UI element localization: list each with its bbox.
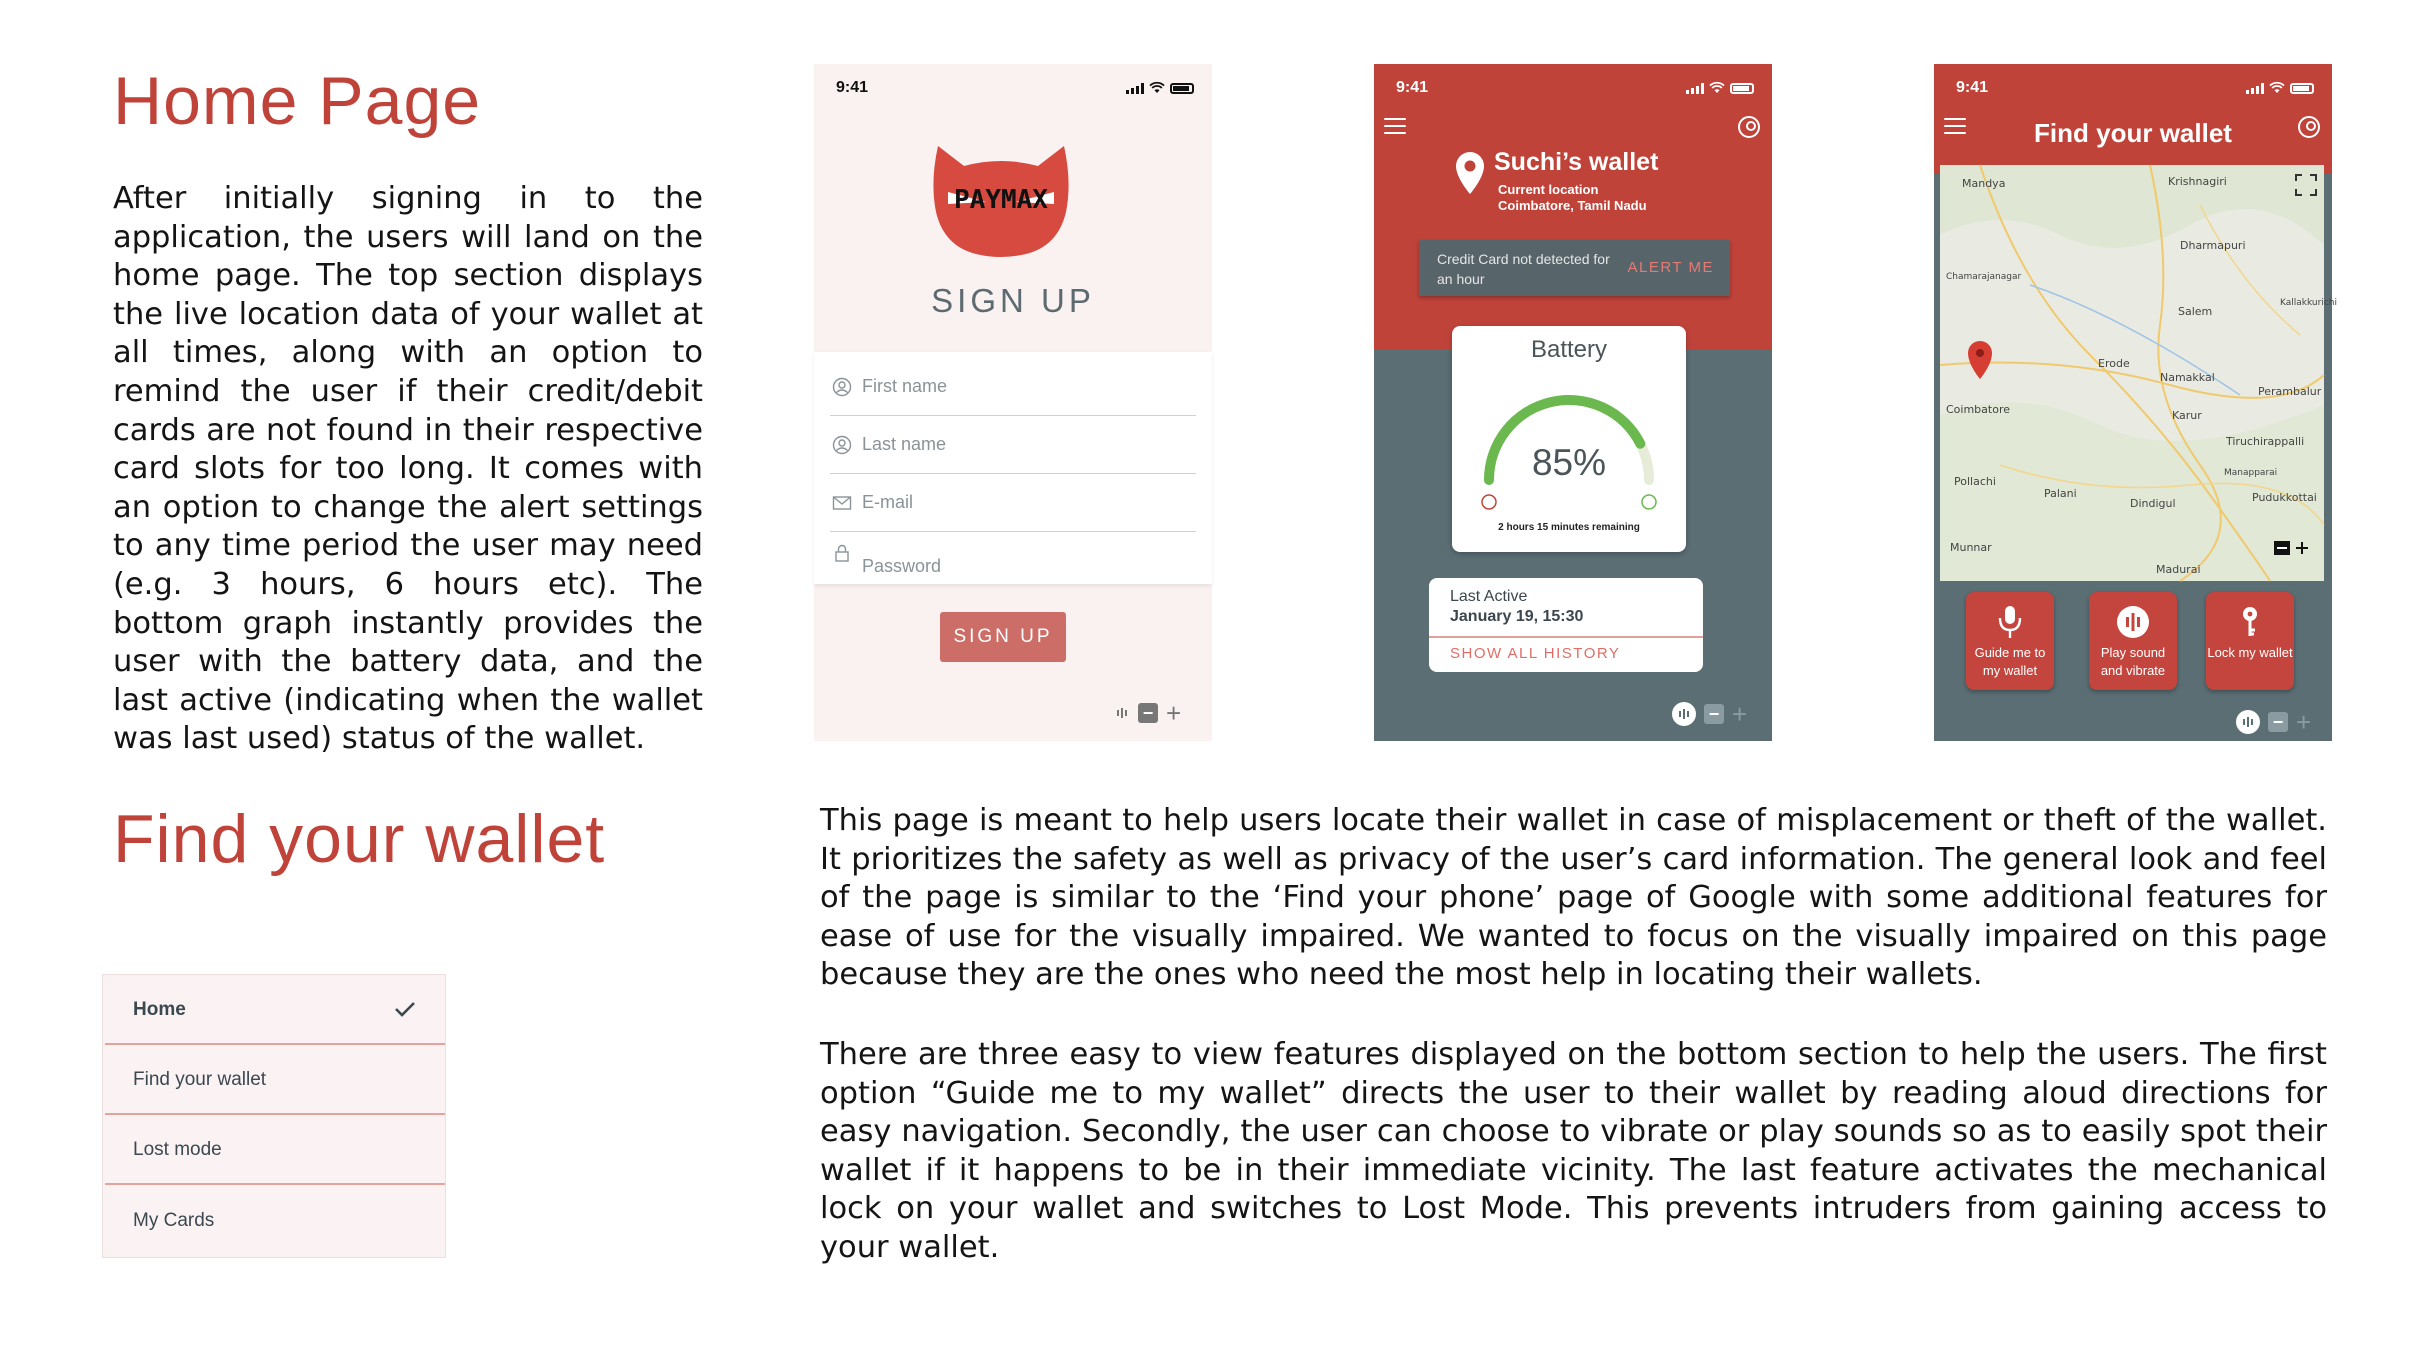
map-label: Pollachi (1954, 475, 1996, 488)
map-label: Tiruchirappalli (2226, 435, 2305, 448)
happy-face-icon (1642, 495, 1656, 509)
menu-item-label: My Cards (133, 1210, 215, 1231)
lock-wallet-label: Lock my wallet (2207, 645, 2293, 660)
wifi-icon (1709, 82, 1725, 94)
signup-title: SIGN UP (931, 282, 1095, 319)
map-label: Erode (2098, 357, 2130, 370)
zoom-controls (1672, 699, 1748, 729)
last-active-label: Last Active (1450, 588, 1528, 605)
menu-item-lost-mode[interactable] (105, 1117, 445, 1185)
find-wallet-paragraph-2: There are three easy to view features displayed on the bottom section to help the users. The first option “Guide me to my wallet” directs the user to their wallet by reading aloud directions for easy navigation. Secondly, the user can choose to vibrate or play sounds so as to easily spot their wallet if it happens to be in their immediate vicinity. The last feature activates the mechanical lock on your wallet and switches to Lost Mode. This prevents intruders from gaining access to your wallet. (820, 1037, 2327, 1265)
sound-icon (2111, 602, 2155, 642)
checkmark-icon (393, 999, 417, 1019)
map-label: Karur (2172, 409, 2202, 422)
status-time: 9:41 (1956, 79, 1989, 96)
guide-me-label: Guide me to my wallet (1974, 645, 2046, 678)
email-placeholder: E-mail (862, 492, 914, 512)
last-active-value: January 19, 15:30 (1450, 608, 1584, 625)
map-label: Coimbatore (1946, 403, 2010, 416)
home-page-description: After initially signing in to the application, the users will land on the home page. The top section displays the live location data of your wallet at all times, along with an option to remind the user if their credit/debit cards are not found in their respective card slots for too long. It comes with an option to change the alert settings to any time period the user may need (e.g. 3 hours, 6 hours etc). The bottom graph instantly provides the user with the battery data, and the last active (indicating when the wallet was last used) status of the wallet. (113, 181, 703, 757)
map-label: Madurai (2156, 563, 2201, 576)
status-time: 9:41 (836, 79, 869, 96)
play-sound-label: Play sound and vibrate (2100, 645, 2166, 678)
menu-item-label: Lost mode (133, 1139, 222, 1160)
wallet-location-map[interactable] (1940, 165, 2337, 581)
password-field[interactable] (830, 524, 1196, 582)
zoom-out-button[interactable]: − (1704, 704, 1724, 724)
menu-item-home[interactable] (105, 977, 445, 1045)
signup-form (814, 352, 1212, 584)
find-wallet-screen (1934, 64, 2337, 741)
home-screen (1374, 64, 1772, 741)
last-name-field[interactable] (830, 416, 1196, 474)
map-label: Munnar (1950, 541, 1992, 554)
signal-icon (2246, 83, 2264, 94)
status-bar (814, 64, 1212, 112)
user-icon (832, 435, 852, 455)
map-label: Palani (2044, 487, 2077, 500)
map-label: Kallakkurichi (2280, 298, 2337, 308)
signal-icon (1686, 83, 1704, 94)
last-active-card (1429, 578, 1703, 672)
signal-icon (1126, 83, 1144, 94)
key-icon (2228, 602, 2272, 642)
signup-button[interactable]: SIGN UP (940, 612, 1066, 662)
battery-icon (2290, 83, 2314, 94)
first-name-field[interactable] (830, 358, 1196, 416)
zoom-out-button[interactable]: − (1138, 703, 1158, 723)
play-sound-button[interactable] (2089, 592, 2177, 690)
paymax-logo (926, 142, 1076, 262)
navigation-menu (102, 974, 446, 1258)
profile-icon[interactable] (1738, 116, 1760, 138)
signup-screen (814, 64, 1212, 741)
alert-message: Credit Card not detected for an hour (1437, 251, 1610, 287)
map-label: Dharmapuri (2180, 239, 2246, 252)
zoom-controls (1116, 698, 1182, 728)
menu-item-find-wallet[interactable] (105, 1047, 445, 1115)
battery-icon (1170, 83, 1194, 94)
map-label: Salem (2178, 305, 2213, 318)
sound-icon[interactable] (1672, 702, 1696, 726)
battery-percentage: 85% (1531, 442, 1607, 483)
location-label: Current location (1498, 182, 1599, 197)
mail-icon (832, 493, 852, 513)
wallet-name: Suchi’s wallet (1494, 148, 1659, 176)
wifi-icon (2269, 82, 2285, 94)
find-wallet-heading: Find your wallet (113, 801, 606, 877)
microphone-icon (1988, 602, 2032, 642)
alert-me-button[interactable]: ALERT ME (1627, 259, 1714, 276)
find-wallet-title: Find your wallet (2034, 118, 2232, 148)
svg-text:PAYMAX: PAYMAX (954, 185, 1048, 215)
map-label: Perambalur (2258, 385, 2322, 398)
battery-title: Battery (1530, 336, 1608, 363)
battery-remaining: 2 hours 15 minutes remaining (1498, 522, 1640, 533)
map-label: Manapparai (2224, 468, 2278, 478)
password-placeholder: Password (862, 555, 942, 576)
lock-wallet-button[interactable] (2206, 592, 2294, 690)
zoom-in-button[interactable]: + (2296, 707, 2312, 737)
map-label: Mandya (1962, 177, 2006, 190)
menu-item-my-cards[interactable] (105, 1187, 445, 1255)
map-label: Chamarajanagar (1946, 272, 2022, 282)
menu-item-label: Home (133, 999, 186, 1020)
status-time: 9:41 (1396, 79, 1429, 96)
zoom-in-button[interactable]: + (1732, 699, 1748, 729)
map-label: Dindigul (2130, 497, 2176, 510)
battery-card (1452, 326, 1686, 552)
divider (1429, 636, 1703, 638)
hamburger-menu-icon[interactable] (1384, 118, 1406, 134)
map-label: Krishnagiri (2168, 175, 2227, 188)
status-bar (1374, 64, 1772, 112)
lock-icon (832, 543, 852, 563)
sound-icon[interactable] (2236, 710, 2260, 734)
zoom-out-button[interactable]: − (2268, 712, 2288, 732)
menu-item-label: Find your wallet (133, 1069, 267, 1090)
find-wallet-paragraph-1: This page is meant to help users locate their wallet in case of misplacement or theft of the wallet. It prioritizes the safety as well as privacy of the user’s card information. The general look and feel of the page is similar to the ‘Find your phone’ page of Google with some additional features for ease of use for the visually impaired. We wanted to focus on the visually impaired on this page because they are the ones who need the most help in locating their wallets. (820, 803, 2327, 993)
battery-icon (1730, 83, 1754, 94)
show-history-button[interactable]: SHOW ALL HISTORY (1450, 645, 1621, 662)
sad-face-icon (1482, 495, 1496, 509)
status-bar (1934, 64, 2332, 112)
location-pin-icon (1452, 150, 1488, 196)
home-page-heading: Home Page (113, 63, 482, 139)
last-name-placeholder: Last name (862, 434, 947, 454)
map-label: Pudukkottai (2252, 491, 2317, 504)
wifi-icon (1149, 82, 1165, 94)
sound-icon[interactable] (1116, 706, 1130, 720)
guide-me-button[interactable] (1966, 592, 2054, 690)
user-icon (832, 377, 852, 397)
first-name-placeholder: First name (862, 376, 948, 396)
card-alert-banner (1419, 240, 1730, 296)
map-label: Namakkal (2160, 371, 2215, 384)
zoom-in-button[interactable]: + (1166, 698, 1182, 728)
zoom-controls (2236, 707, 2312, 737)
location-value: Coimbatore, Tamil Nadu (1498, 198, 1647, 213)
